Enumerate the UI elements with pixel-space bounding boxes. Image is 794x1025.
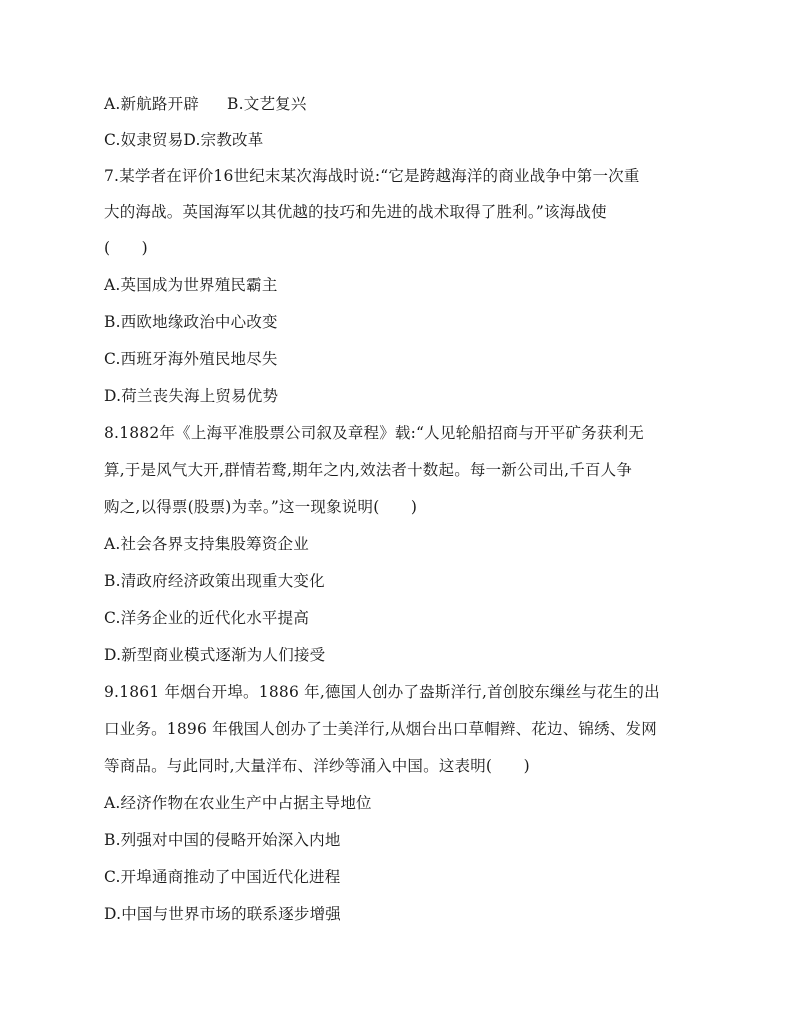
option-q7-b: B.西欧地缘政治中心改变 <box>104 313 278 331</box>
option-q6-b: B.文艺复兴 <box>227 95 307 113</box>
question-8-line-2: 算,于是风气大开,群情若鹜,期年之内,效法者十数起。每一新公司出,千百人争 <box>104 461 633 479</box>
option-line-q6-cd: C.奴隶贸易D.宗教改革 <box>104 131 264 149</box>
question-9-line-1: 9.1861 年烟台开埠。1886 年,德国人创办了盎斯洋行,首创胶东缫丝与花生的出 <box>104 683 660 701</box>
question-7-line-1: 7.某学者在评价16世纪末某次海战时说:“它是跨越海洋的商业战争中第一次重 <box>104 167 640 185</box>
option-q7-d: D.荷兰丧失海上贸易优势 <box>104 387 279 405</box>
option-q8-c: C.洋务企业的近代化水平提高 <box>104 609 310 627</box>
option-q9-d: D.中国与世界市场的联系逐步增强 <box>104 905 342 923</box>
question-8-line-1: 8.1882年《上海平准股票公司叙及章程》载:“人见轮船招商与开平矿务获利无 <box>104 424 644 442</box>
option-q7-a: A.英国成为世界殖民霸主 <box>104 276 278 294</box>
option-q6-a: A.新航路开辟 <box>104 95 200 113</box>
option-q8-a: A.社会各界支持集股筹资企业 <box>104 535 309 553</box>
question-8-line-3: 购之,以得票(股票)为幸。”这一现象说明( ) <box>104 498 418 516</box>
question-9-line-3: 等商品。与此同时,大量洋布、洋纱等涌入中国。这表明( ) <box>104 757 530 775</box>
question-7-blank: ( ) <box>104 239 148 257</box>
option-q9-c: C.开埠通商推动了中国近代化进程 <box>104 868 341 886</box>
option-q7-c: C.西班牙海外殖民地尽失 <box>104 350 278 368</box>
option-q9-a: A.经济作物在农业生产中占据主导地位 <box>104 794 372 812</box>
question-7-line-2: 大的海战。英国海军以其优越的技巧和先进的战术取得了胜利。”该海战使 <box>104 203 607 221</box>
option-q8-d: D.新型商业模式逐渐为人们接受 <box>104 646 326 664</box>
option-q9-b: B.列强对中国的侵略开始深入内地 <box>104 831 341 849</box>
question-9-line-2: 口业务。1896 年俄国人创办了士美洋行,从烟台出口草帽辫、花边、锦绣、发网 <box>104 720 657 738</box>
option-line-q6-ab <box>104 94 307 114</box>
option-q8-b: B.清政府经济政策出现重大变化 <box>104 572 325 590</box>
